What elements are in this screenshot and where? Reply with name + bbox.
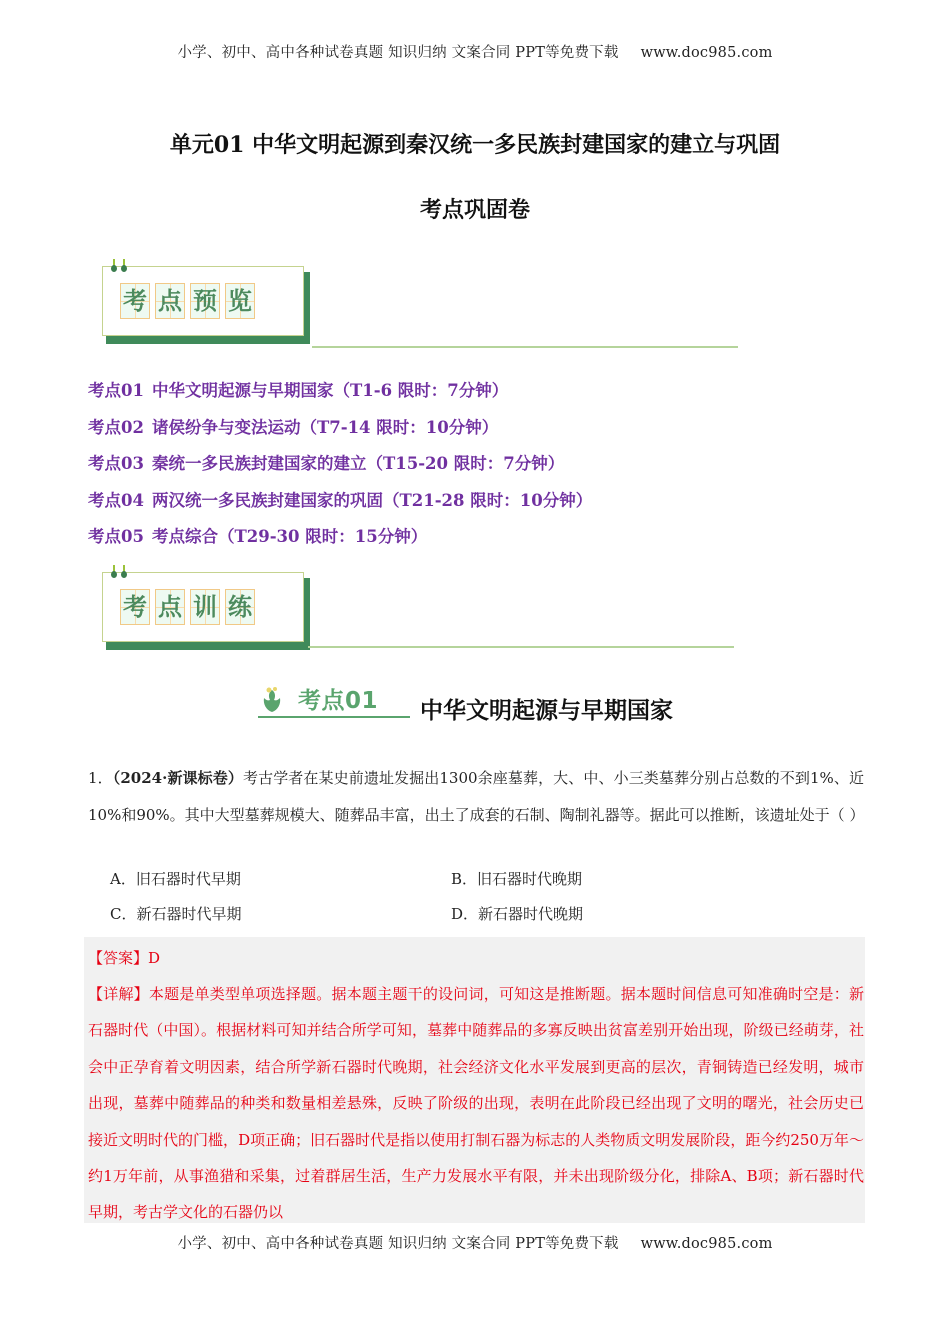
header-slogan: 小学、初中、高中各种试卷真题 知识归纳 文案合同 PPT等免费下载 <box>177 45 619 61</box>
banner-char: 训 <box>190 589 220 625</box>
plant-icon <box>262 686 282 712</box>
banner-char: 考 <box>120 589 150 625</box>
page-header <box>0 41 950 62</box>
topic-title: 中华文明起源与早期国家 <box>420 698 673 724</box>
banner-char: 练 <box>225 589 255 625</box>
answer-label: 【答案】 <box>88 949 149 967</box>
banner-char: 览 <box>225 283 255 319</box>
section-banner-training <box>102 572 310 644</box>
topic-badge <box>258 682 410 718</box>
question-text: 考古学者在某史前遗址发掘出1300余座墓葬，大、中、小三类墓葬分别占总数的不到1%、近10%和90%。其中大型墓葬规模大、随葬品丰富，出土了成套的石制、陶制礼器等。据此可以推断，该遗址处于（ ） <box>88 769 865 824</box>
option-d[interactable]: D．新石器时代晚期 <box>451 905 584 923</box>
banner-char: 预 <box>190 283 220 319</box>
topic-list-item[interactable]: 考点02 诸侯纷争与变法运动（T7-14 限时：10分钟） <box>88 417 499 437</box>
pin-icon <box>111 259 127 273</box>
pin-icon <box>111 565 127 579</box>
document-title: 单元01 中华文明起源到秦汉统一多民族封建国家的建立与巩固 <box>169 132 781 158</box>
section-banner-preview <box>102 266 310 338</box>
topic-list-item[interactable]: 考点05 考点综合（T29-30 限时：15分钟） <box>88 527 428 546</box>
divider <box>312 346 738 348</box>
footer-url[interactable]: www.doc985.com <box>640 1236 773 1252</box>
banner-box <box>102 572 304 642</box>
topic-list-item[interactable]: 考点03 秦统一多民族封建国家的建立（T15-20 限时：7分钟） <box>88 454 565 473</box>
footer-slogan: 小学、初中、高中各种试卷真题 知识归纳 文案合同 PPT等免费下载 <box>177 1236 619 1252</box>
header-url[interactable]: www.doc985.com <box>640 45 773 61</box>
explanation-text: 本题是单类型单项选择题。据本题主题干的设问词，可知这是推断题。据本题时间信息可知准确时空是：新石器时代（中国）。根据材料可知并结合所学可知，墓葬中随葬品的多寡反映出贫富差别开始出现，阶级已经萌芽，社会中正孕育着文明因素，结合所学新石器时代晚期，社会经济文化水平发展到更高的层次，青铜铸造已经发明，城市出现，墓葬中随葬品的种类和数量相差悬殊，反映了阶级的出现，表明在此阶段已经出现了文明的曙光，社会历史已接近文明时代的门槛，D项正确；旧石器时代是指以使用打制石器为标志的人类物质文明发展阶段，距今约250万年～约1万年前，从事渔猎和采集，过着群居生活，生产力发展水平有限，并未出现阶级分化，排除A、B项；新石器时代早期，考古学文化的石器仍以 <box>88 985 864 1222</box>
question-source: （2024·新课标卷） <box>112 769 243 787</box>
question-number: 1． <box>88 769 113 787</box>
document-subtitle: 考点巩固卷 <box>419 197 530 223</box>
banner-char: 点 <box>155 283 185 319</box>
topic-list <box>88 378 592 561</box>
topic-badge-label: 考点01 <box>298 688 379 714</box>
badge-underline <box>258 716 410 718</box>
topic-list-item[interactable]: 考点01 中华文明起源与早期国家（T1-6 限时：7分钟） <box>88 381 509 400</box>
banner-char: 考 <box>120 283 150 319</box>
banner-box <box>102 266 304 336</box>
answer <box>88 940 864 976</box>
banner-char: 点 <box>155 589 185 625</box>
page-footer <box>0 1232 950 1253</box>
option-b[interactable]: B．旧石器时代晚期 <box>451 870 583 888</box>
question-stem <box>88 760 864 833</box>
topic-list-item[interactable]: 考点04 两汉统一多民族封建国家的巩固（T21-28 限时：10分钟） <box>88 490 593 510</box>
option-a[interactable]: A．旧石器时代早期 <box>110 870 241 888</box>
divider <box>308 646 734 648</box>
explanation-label: 【详解】 <box>88 985 149 1003</box>
explanation <box>88 976 864 1231</box>
answer-value: D <box>148 949 161 967</box>
option-c[interactable]: C．新石器时代早期 <box>110 905 242 923</box>
